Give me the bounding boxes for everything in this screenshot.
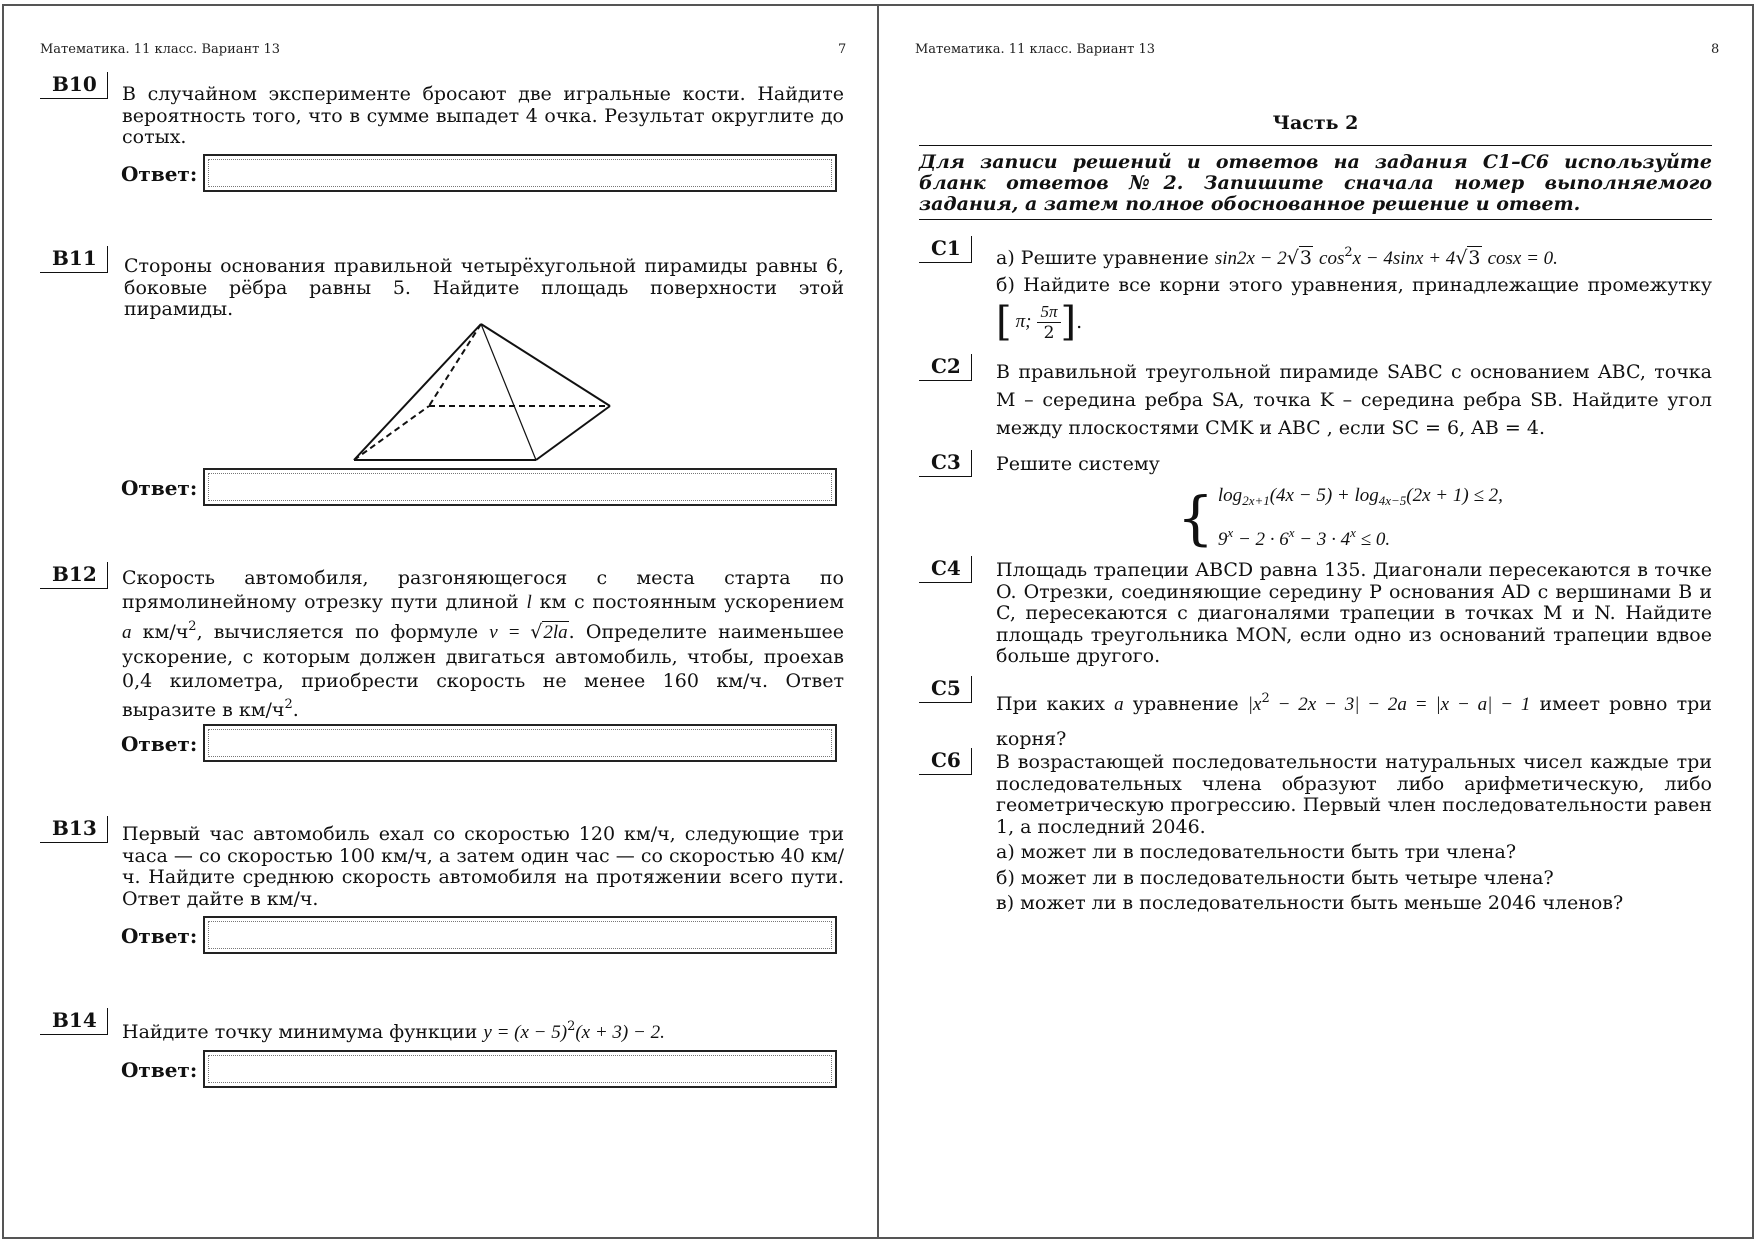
text-segment: Скорость автомобиля, разгоняющегося с места старта по прямолинейному отрезку пути длиной	[122, 567, 844, 613]
task-number: C3	[919, 450, 972, 477]
c6-question-c: в) может ли в последовательности быть меньше 2046 членов?	[996, 892, 1624, 914]
text-segment: . Определите наименьшее ускорение, с которым должен двигаться автомобиль, чтобы, проехав 0,4 километра, приобрести скорость не менее 160 км/ч. Ответ выразите в км/ч	[122, 621, 844, 721]
text-segment: При каких	[996, 693, 1105, 715]
page-header: Математика. 11 класс. Вариант 13	[40, 42, 281, 57]
answer-row-b13	[121, 916, 841, 954]
formula-radicand: 2la	[543, 622, 568, 643]
sqrt-symbol: √	[1455, 247, 1468, 269]
formula: |x	[1247, 694, 1262, 715]
formula-radicand: 3	[1299, 247, 1312, 269]
system-lines	[1218, 480, 1503, 556]
exponent: 2	[1344, 245, 1353, 260]
formula: cos	[1319, 248, 1345, 269]
answer-row-b11	[121, 468, 841, 506]
c6-question-b: б) может ли в последовательности быть четыре члена?	[996, 866, 1554, 889]
formula: x − 4sinx + 4	[1352, 248, 1456, 269]
equation-system	[1177, 480, 1503, 556]
task-number: C6	[919, 748, 972, 775]
system-line-2	[1218, 517, 1503, 556]
task-number: B14	[40, 1008, 108, 1035]
text-segment: уравнение	[1132, 693, 1239, 715]
formula: y = (x − 5)	[483, 1022, 568, 1043]
formula-radicand: 3	[1468, 247, 1481, 269]
pyramid-hidden-edge	[354, 406, 429, 460]
answer-row-b10	[121, 154, 841, 192]
answer-label: Ответ:	[121, 476, 198, 500]
answer-field[interactable]	[203, 468, 837, 506]
exponent: x	[1227, 525, 1234, 540]
task-text: Площадь трапеции ABCD равна 135. Диагонали пересекаются в точке O. Отрезки, соединяющие середину P основания AD с вершинами B и C, пересекаются с диагоналями трапеции в точках M и N. Найдите площадь треугольника MON, если одно из оснований трапеции вдвое больше другого.	[996, 559, 1712, 667]
var-a: a	[122, 622, 132, 643]
formula: sin2x − 2	[1214, 248, 1287, 269]
task-text: Стороны основания правильной четырёхугольной пирамиды равны 6, боковые рёбра равны 5. Найдите площадь поверхности этой пирамиды.	[124, 255, 844, 320]
answer-row-b14	[121, 1050, 841, 1088]
exponent: 2	[1261, 691, 1270, 706]
part-title: Часть 2	[1272, 112, 1359, 134]
task-text	[996, 240, 1712, 344]
unit: км/ч	[142, 621, 189, 643]
instruction: Для записи решений и ответов на задания С1–С6 используйте бланк ответов №2. Запишите сначала номер выполняемого задания, а затем полное обоснованное решение и ответ.	[919, 145, 1712, 220]
task-number: B10	[40, 72, 108, 99]
var-l: l	[526, 592, 532, 613]
task-number: C4	[919, 556, 972, 583]
answer-label: Ответ:	[121, 924, 198, 948]
pyramid-hidden-edge	[429, 324, 481, 406]
system-brace: {	[1177, 484, 1214, 552]
answer-field[interactable]	[203, 154, 837, 192]
answer-row-b12	[121, 724, 841, 762]
pyramid-edge	[354, 324, 481, 460]
subscript: 2x+1	[1242, 493, 1270, 508]
answer-field[interactable]	[203, 916, 837, 954]
formula: − 2 · 6	[1233, 529, 1289, 550]
task-text	[996, 682, 1712, 756]
answer-field[interactable]	[203, 1050, 837, 1088]
bracket-right: ]	[1060, 299, 1077, 345]
period: .	[1076, 311, 1083, 333]
answer-label: Ответ:	[121, 162, 198, 186]
formula: − 2x − 3| − 2a = |x − a| − 1	[1269, 694, 1531, 715]
formula: (x + 3) − 2.	[575, 1022, 665, 1043]
exponent: x	[1350, 525, 1356, 540]
period: .	[292, 699, 299, 721]
c1-part-a	[996, 240, 1712, 272]
text-segment: имеет ровно три корня?	[996, 693, 1712, 750]
text-segment: , вычисляется по формуле	[196, 621, 479, 643]
c1-part-b: б) Найдите все корни этого уравнения, принадлежащие промежутку	[996, 274, 1712, 296]
formula: (4x − 5) + log	[1269, 485, 1379, 506]
formula: ≤ 0.	[1355, 529, 1391, 550]
page-number: 7	[838, 42, 847, 57]
task-text	[122, 1016, 844, 1044]
formula: − 3 · 4	[1294, 529, 1351, 550]
answer-label: Ответ:	[121, 732, 198, 756]
answer-field[interactable]	[203, 724, 837, 762]
task-number: B12	[40, 562, 108, 589]
fraction	[1037, 302, 1060, 343]
task-text: В случайном эксперименте бросают две игральные кости. Найдите вероятность того, что в сумме выпадет 4 очка. Результат округлите до сотых.	[122, 83, 844, 148]
task-number: C1	[919, 236, 972, 263]
pyramid-edge	[536, 406, 610, 460]
formula: cosx = 0.	[1487, 248, 1558, 269]
page-right	[877, 4, 1754, 1239]
page-header: Математика. 11 класс. Вариант 13	[915, 42, 1156, 57]
c6-question-a: а) может ли в последовательности быть три члена?	[996, 841, 1517, 863]
sqrt-symbol: √	[530, 621, 543, 643]
pyramid-figure	[344, 314, 624, 469]
task-number: C5	[919, 676, 972, 703]
formula-v: v =	[489, 622, 531, 643]
task-text: Первый час автомобиль ехал со скоростью 120 км/ч, следующие три часа — со скоростью 100 км/ч, а затем один час — со скоростью 40 км/ч. Найдите среднюю скорость автомобиля на протяжении всего пути. Ответ дайте в км/ч.	[122, 823, 844, 910]
task-text: В правильной треугольной пирамиде SABC с основанием ABC, точка M – середина ребра SA, точка K – середина ребра SB. Найдите угол между плоскостями CMK и ABC , если SC = 6, AB = 4.	[996, 361, 1712, 439]
exponent: 2	[567, 1019, 576, 1034]
task-number: B11	[40, 246, 108, 273]
exponent: 2	[188, 619, 197, 634]
formula: log	[1217, 485, 1243, 506]
task-text	[122, 566, 844, 722]
text-segment: Найдите точку минимума функции	[122, 1021, 478, 1043]
exponent: x	[1288, 525, 1295, 540]
fraction-denominator: 2	[1043, 322, 1055, 343]
subscript: 4x−5	[1378, 493, 1407, 508]
page-number: 8	[1711, 42, 1720, 57]
task-number: C2	[919, 354, 972, 381]
bracket-left: [	[996, 299, 1012, 345]
formula: 9	[1217, 529, 1228, 550]
interval-start: π;	[1015, 311, 1032, 332]
system-line-1	[1218, 480, 1503, 517]
formula: (2x + 1) ≤ 2,	[1406, 485, 1503, 506]
task-number: B13	[40, 816, 108, 843]
fraction-numerator: 5π	[1037, 302, 1060, 323]
pyramid-edge	[481, 324, 536, 460]
c1-interval	[996, 300, 1712, 344]
var-a: a	[1114, 694, 1124, 715]
c6-statement: В возрастающей последовательности натуральных чисел каждые три последовательных члена образуют либо арифметическую, либо геометрическую прогрессию. Первый член последовательности равен 1, а последний 2046.	[996, 751, 1712, 838]
exponent: 2	[284, 697, 293, 712]
task-text	[996, 752, 1712, 915]
sqrt-symbol: √	[1286, 247, 1299, 269]
task-text: Решите систему	[996, 453, 1160, 475]
text-segment: а) Решите уравнение	[996, 247, 1209, 269]
page-left	[2, 4, 879, 1239]
pyramid-edge	[481, 324, 610, 406]
text-segment: км с постоянным ускорением	[539, 591, 844, 613]
answer-label: Ответ:	[121, 1058, 198, 1082]
